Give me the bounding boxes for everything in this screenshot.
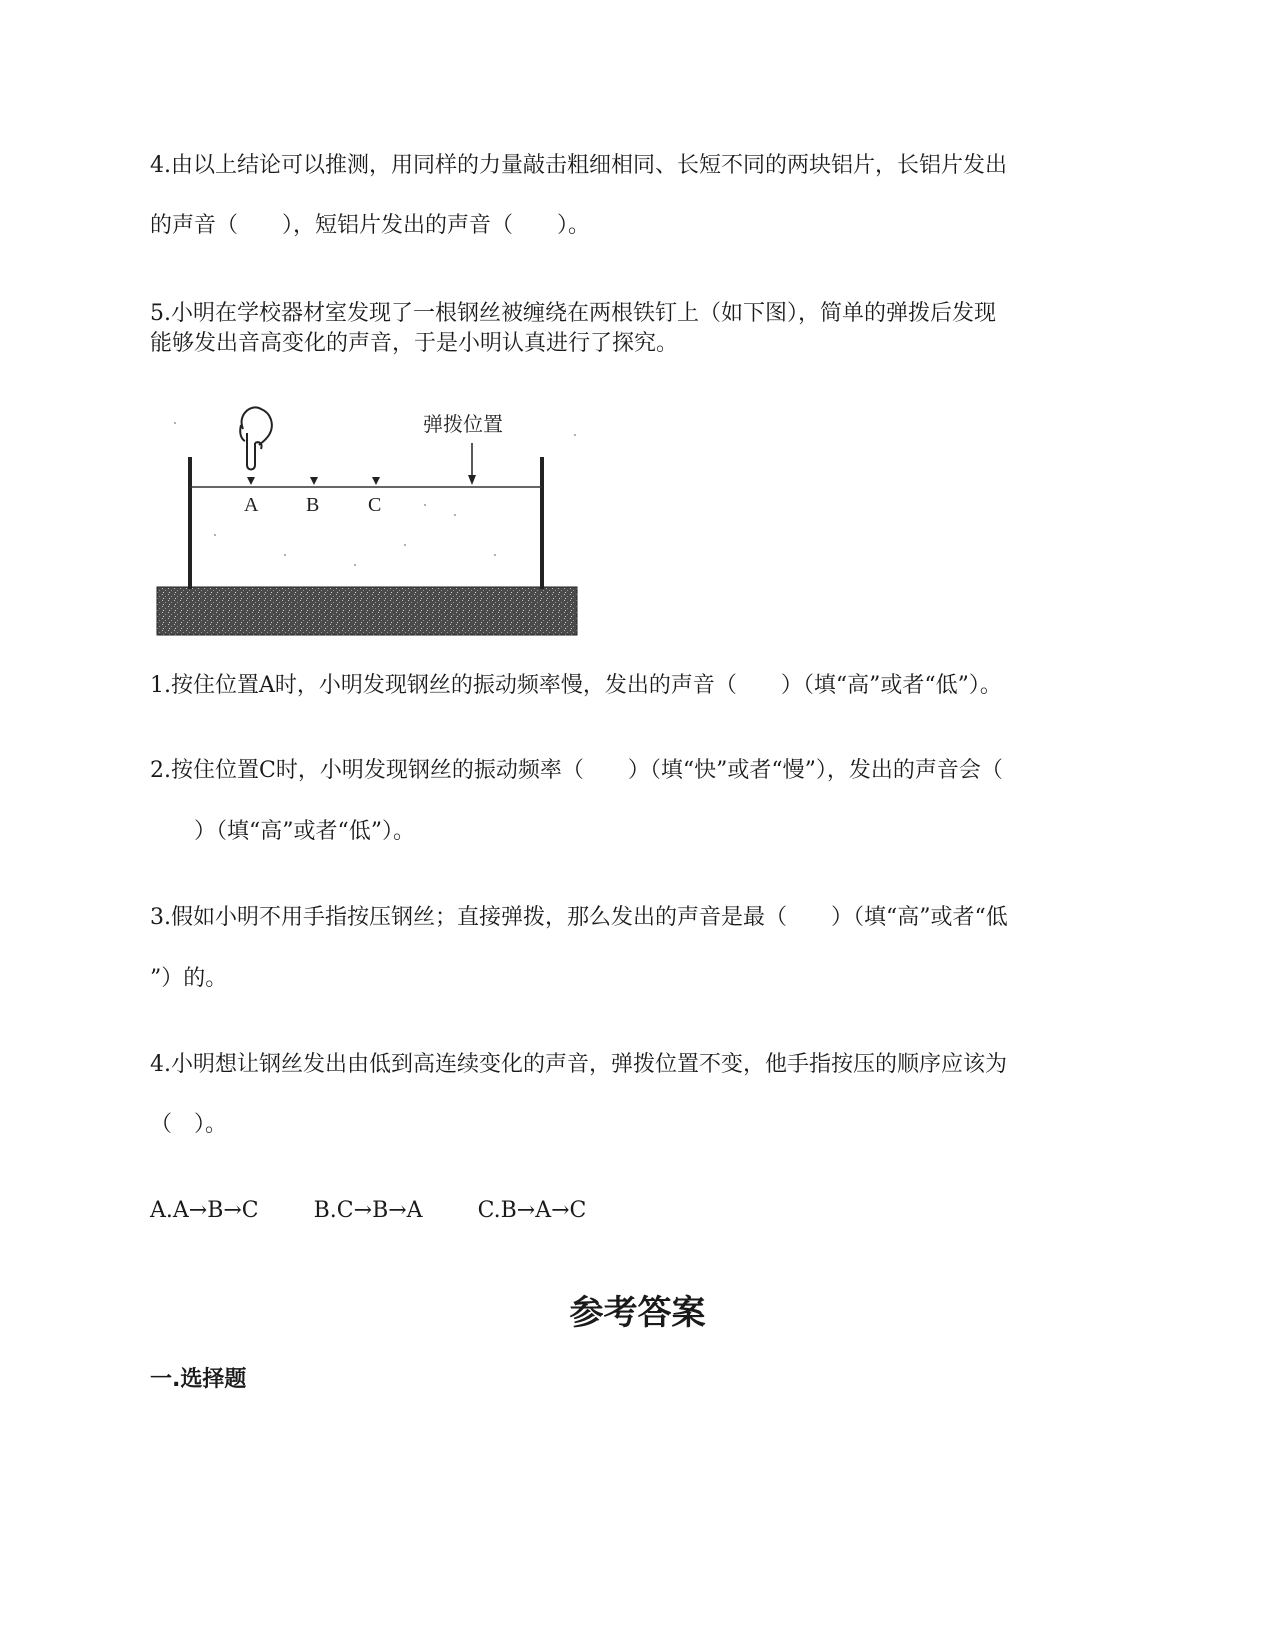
question-4-line-2: 的声音（ ），短铝片发出的声音（ ）。 [150, 213, 591, 238]
label-b: B [306, 494, 320, 516]
sub-question-4-line-1: 4.小明想让钢丝发出由低到高连续变化的声音，弹拨位置不变，他手指按压的顺序应该为 [150, 1052, 1007, 1077]
sub-question-4-line-2: （ ）。 [150, 1112, 228, 1137]
marker-c [372, 477, 380, 485]
sub-question-3-line-2: ”）的。 [150, 966, 228, 991]
label-c: C [368, 494, 382, 516]
answer-options [150, 1197, 634, 1225]
pluck-position-label: 弹拨位置 [423, 412, 503, 436]
sub-question-2-line-1: 2.按住位置C时，小明发现钢丝的振动频率（ ）（填“快”或者“慢”），发出的声音会（ [150, 758, 1003, 783]
section-heading-multiple-choice: 一.选择题 [150, 1367, 247, 1392]
question-5-line-1: 5.小明在学校器材室发现了一根钢丝被缠绕在两根铁钉上（如下图），简单的弹拨后发现 [150, 301, 996, 326]
answer-key-title: 参考答案 [569, 1293, 706, 1333]
wooden-base [157, 587, 577, 635]
right-nail [540, 457, 544, 589]
marker-a [247, 477, 255, 485]
option-c: C.B→A→C [477, 1198, 587, 1223]
option-b: B.C→B→A [313, 1198, 423, 1223]
sub-question-3-line-1: 3.假如小明不用手指按压钢丝；直接弹拨，那么发出的声音是最（ ）（填“高”或者“低 [150, 905, 1008, 930]
label-a: A [244, 494, 259, 516]
option-a: A.A→B→C [150, 1198, 259, 1223]
question-5-line-2: 能够发出音高变化的声音，于是小明认真进行了探究。 [150, 331, 679, 356]
sub-question-2-line-2: ）（填“高”或者“低”）。 [150, 819, 415, 844]
pluck-arrow-head [468, 475, 476, 485]
marker-b [310, 477, 318, 485]
steel-wire-diagram [155, 395, 615, 650]
sub-question-1: 1.按住位置A时，小明发现钢丝的振动频率慢，发出的声音（ ）（填“高”或者“低”）。 [150, 673, 1002, 698]
pointing-hand-icon [240, 407, 272, 469]
left-nail [188, 457, 192, 589]
question-4-line-1: 4.由以上结论可以推测，用同样的力量敲击粗细相同、长短不同的两块铝片，长铝片发出 [150, 153, 1007, 178]
